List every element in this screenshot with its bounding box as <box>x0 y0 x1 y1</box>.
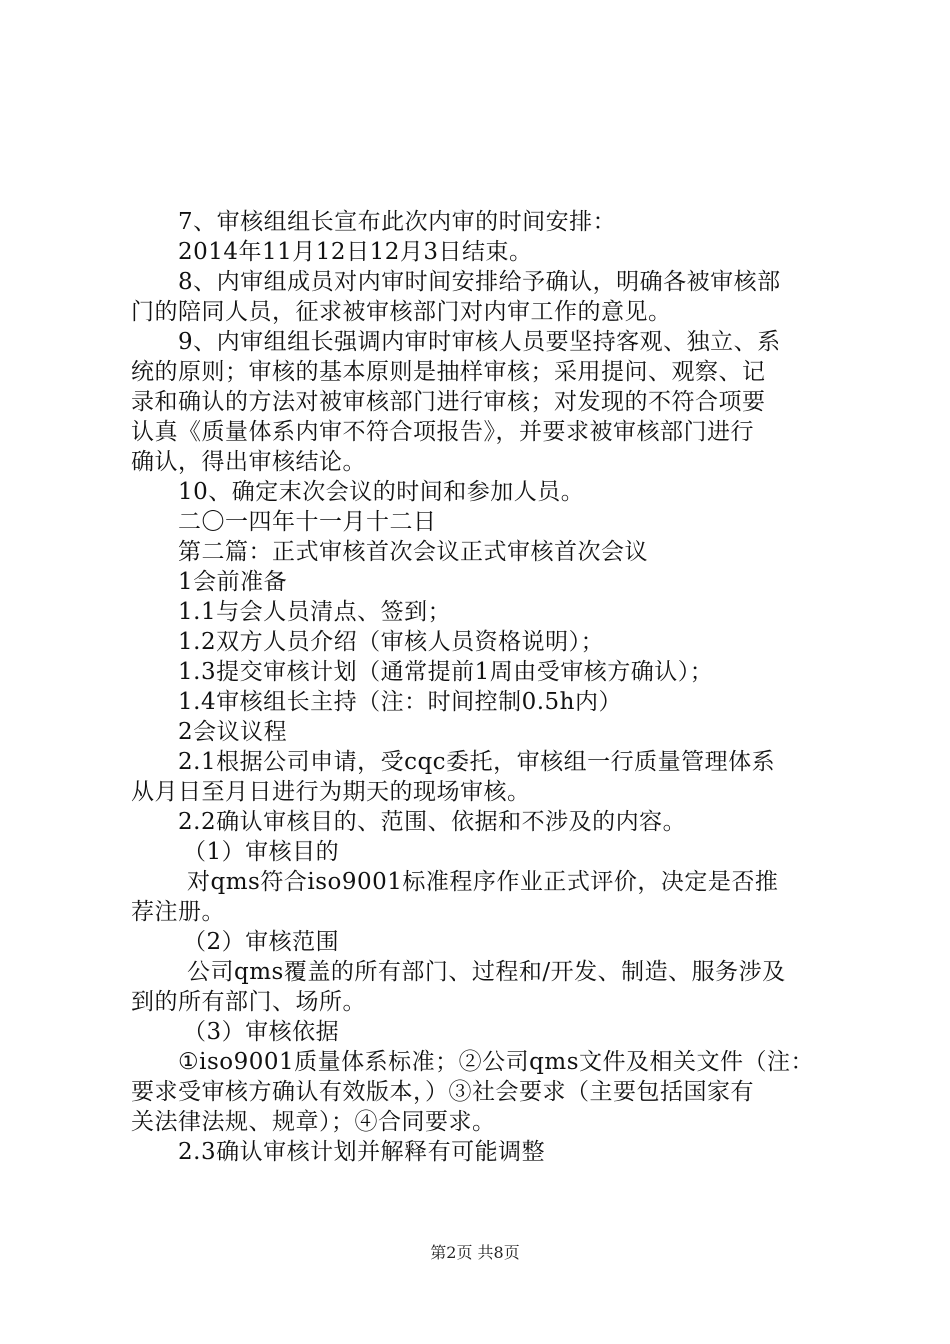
paragraph-line: 2014年11月12日12月3日结束。 <box>178 239 533 265</box>
date-line: 二〇一四年十一月十二日 <box>178 509 437 535</box>
list-item: 2.1根据公司申请，受cqc委托，审核组一行质量管理体系 <box>178 749 776 775</box>
paragraph-line: 8、内审组成员对内审时间安排给予确认，明确各被审核部 <box>178 269 781 295</box>
list-item: 2.3确认审核计划并解释有可能调整 <box>178 1139 546 1165</box>
paragraph-line: 录和确认的方法对被审核部门进行审核；对发现的不符合项要 <box>131 389 766 415</box>
section-heading: 1会前准备 <box>178 569 288 595</box>
paragraph-line: 公司qms覆盖的所有部门、过程和/开发、制造、服务涉及 <box>187 959 786 985</box>
document-body <box>131 207 841 1167</box>
paragraph-line: 荐注册。 <box>131 899 225 925</box>
list-item: 2.2确认审核目的、范围、依据和不涉及的内容。 <box>178 809 687 835</box>
paragraph-line: 7、审核组组长宣布此次内审的时间安排： <box>178 209 617 235</box>
paragraph-line: 确认，得出审核结论。 <box>131 449 366 475</box>
paragraph-line: 9、内审组组长强调内审时审核人员要坚持客观、独立、系 <box>178 329 781 355</box>
paragraph-line: 从月日至月日进行为期天的现场审核。 <box>131 779 531 805</box>
paragraph-line: 关法律法规、规章）；④合同要求。 <box>131 1109 496 1135</box>
paragraph-line: 到的所有部门、场所。 <box>131 989 366 1015</box>
page-footer: 第2页 共8页 <box>430 1243 520 1262</box>
paragraph-line: 门的陪同人员，征求被审核部门对内审工作的意见。 <box>131 299 672 325</box>
list-item: 1.4审核组长主持（注：时间控制0.5h内） <box>178 689 622 715</box>
list-item: 1.1与会人员清点、签到； <box>178 599 452 625</box>
list-item: 1.2双方人员介绍（审核人员资格说明）； <box>178 629 605 655</box>
subsection-heading: （3）审核依据 <box>183 1019 340 1045</box>
paragraph-line: 认真《质量体系内审不符合项报告》，并要求被审核部门进行 <box>131 419 754 445</box>
section-heading: 2会议议程 <box>178 719 288 745</box>
subsection-heading: （2）审核范围 <box>183 929 340 955</box>
paragraph-line: 10、确定末次会议的时间和参加人员。 <box>178 479 585 505</box>
paragraph-line: 要求受审核方确认有效版本，）③社会要求（主要包括国家有 <box>131 1079 754 1105</box>
paragraph-line: 统的原则；审核的基本原则是抽样审核；采用提问、观察、记 <box>131 359 766 385</box>
paragraph-line: ①iso9001质量体系标准；②公司qms文件及相关文件（注： <box>178 1049 814 1075</box>
list-item: 1.3提交审核计划（通常提前1周由受审核方确认）； <box>178 659 714 685</box>
subsection-heading: （1）审核目的 <box>183 839 340 865</box>
section-heading: 第二篇：正式审核首次会议正式审核首次会议 <box>178 539 648 565</box>
paragraph-line: 对qms符合iso9001标准程序作业正式评价，决定是否推 <box>187 869 779 895</box>
